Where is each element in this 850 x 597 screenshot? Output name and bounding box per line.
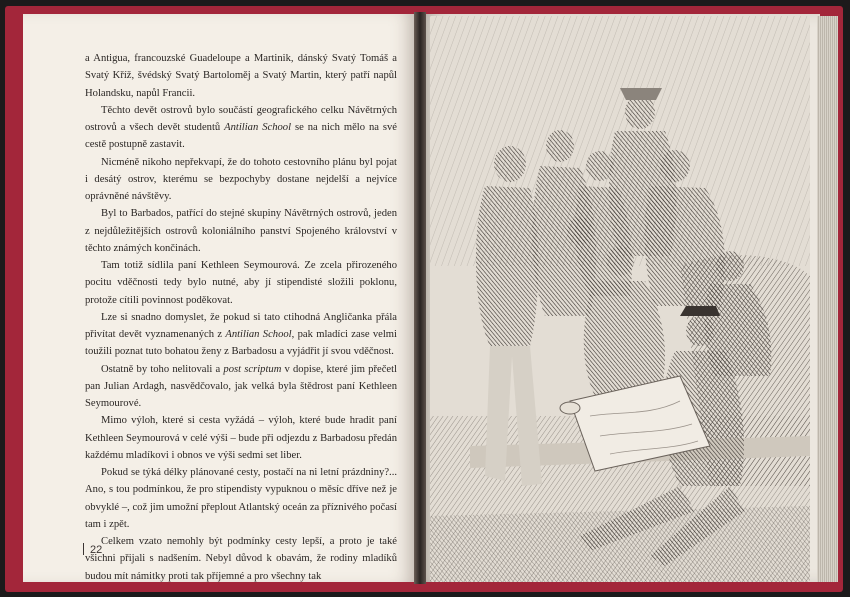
body-text (85, 50, 397, 585)
paragraph: Celkem vzato nemohly být podmínky cesty lepší, a proto je také všichni přijali s nadšením. Nebyl důvod k obavám, že rodiny mladíků budou mít námitky proti tak příjemné a pro všechny tak (85, 536, 397, 582)
italic-phrase: post scriptum (223, 363, 282, 375)
engraving-illustration (430, 16, 810, 582)
paragraph: Nicméně nikoho nepřekvapí, že do tohoto cestovního plánu byl pojat i desátý ostrov, kterému se bezpochyby dostane nejdelší a nejvíce oprávněné návštěvy. (85, 156, 397, 202)
paragraph: Ostatně by toho nelitovali a post scriptum v dopise, které jim přečetl pan Julian Ardagh, nasvědčovalo, jak velká byla štědrost paní Kethleen Seymourové. (85, 363, 397, 409)
paragraph: Byl to Barbados, patřící do stejné skupiny Návětrných ostrovů, jeden z nejdůležitějších ostrovů koloniálního panství Spojeného království v těchto známých končinách. (85, 208, 397, 254)
italic-school-name: Antilian School (224, 122, 292, 133)
paragraph: Pokud se týká délky plánované cesty, postačí na ni letní prázdniny?... Ano, s tou podmínkou, že pro stipendisty vypuknou o měsíc dříve než je obvyklé –, což jim umožní přeplout Atlantský oceán za příznivého počasí tam i zpět. (85, 467, 397, 530)
paragraph: Těchto devět ostrovů bylo součástí geografického celku Návětrných ostrovů a všech devět studentů Antilian School se na nich mělo na své cestě postupně zastavit. (85, 104, 397, 151)
folio-rule (83, 543, 84, 555)
page-edges (817, 16, 838, 582)
book-gutter (414, 12, 426, 584)
paragraph: a Antigua, francouzské Guadeloupe a Martinik, dánský Svatý Tomáš a Svatý Kříž, švédský Svatý Bartoloměj a Svatý Martin, který patří napůl Holandsku, napůl Francii. (85, 53, 397, 99)
paragraph: Lze si snadno domyslet, že pokud si tato ctihodná Angličanka přála přivítat devět vyznamenaných z Antilian School, pak mladíci zase velmi toužili poznat tuto bohatou ženy z Barbadosu a vyjádřit jí svou vděčnost. (85, 311, 397, 358)
paragraph: Tam totiž sídlila paní Kethleen Seymourová. Ze zcela přirozeného pocitu vděčnosti tedy bylo nutné, aby jí stipendisté složili poklonu, protože cítili povinnost poděkovat. (85, 260, 397, 306)
paragraph: Mimo výloh, které si cesta vyžádá – výloh, které bude hradit paní Kethleen Seymourová v celé výši – bude při odjezdu z Barbadosu předán každému mladíkovi i obnos ve výši sedmi set liber. (85, 415, 397, 461)
italic-school-name: Antilian School (225, 329, 292, 340)
page-number: 22 (83, 543, 102, 556)
